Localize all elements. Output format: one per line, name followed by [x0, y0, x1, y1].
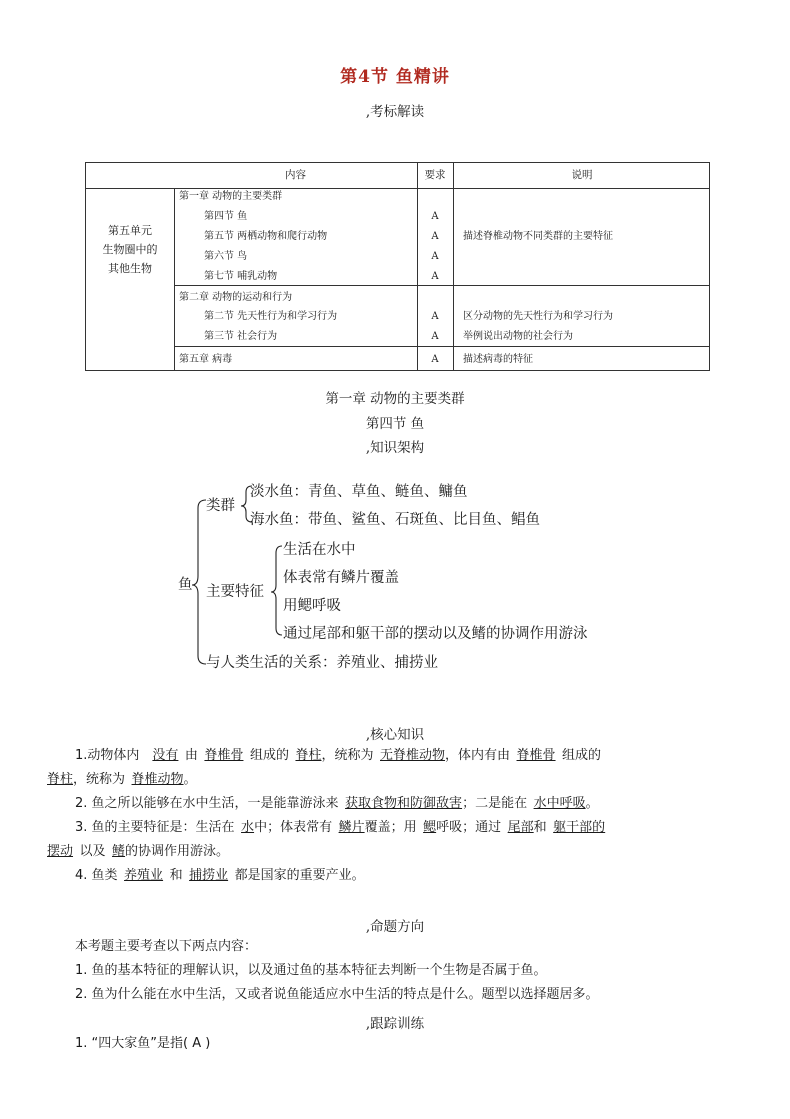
section-heading-zhishi: ,知识架构 — [365, 440, 425, 456]
tree-leaf-seawater: 海水鱼：带鱼、鲨鱼、石斑鱼、比目鱼、鲳鱼 — [250, 512, 540, 528]
answer-blank: 摆动 — [47, 844, 74, 859]
table-row-requirement: A — [431, 271, 439, 282]
tree-root: 鱼 — [178, 577, 193, 593]
table-row-requirement: A — [431, 354, 439, 365]
table-row-requirement: A — [431, 251, 439, 262]
tree-node-relation: 与人类生活的关系：养殖业、捕捞业 — [206, 655, 438, 671]
table-row-requirement: A — [431, 331, 439, 342]
mingti-point-1: 1. 鱼的基本特征的理解认识，以及通过鱼的基本特征去判断一个生物是否属于鱼。 — [75, 963, 547, 978]
answer-blank: 鳍 — [112, 844, 126, 859]
table-row-description: 区分动物的先天性行为和学习行为 — [463, 311, 613, 322]
tree-node-leiqun: 类群 — [206, 498, 235, 514]
section-heading-kaobiao: ,考标解读 — [365, 104, 425, 120]
answer-blank: 捕捞业 — [189, 868, 229, 883]
text: 的协调作用游泳。 — [125, 844, 230, 859]
text: 。 — [585, 796, 599, 811]
tree-leaf-feature: 用鳃呼吸 — [283, 598, 341, 614]
answer-blank: 脊柱 — [295, 748, 322, 763]
text: 4. 鱼类 — [75, 868, 118, 883]
root-brace — [192, 500, 206, 664]
table-row-description: 描述病毒的特征 — [463, 354, 533, 365]
answer-blank: 无脊椎动物 — [380, 748, 446, 763]
table-row-requirement: A — [431, 211, 439, 222]
table-row-content: 第二章 动物的运动和行为 — [179, 292, 293, 303]
text: 覆盖；用 — [364, 820, 417, 835]
answer-blank: 脊柱 — [47, 772, 74, 787]
text: ；二是能在 — [462, 796, 528, 811]
table-row-content: 第七节 哺乳动物 — [204, 271, 278, 282]
table-row-description: 举例说出动物的社会行为 — [463, 331, 573, 342]
table-row-requirement: A — [431, 231, 439, 242]
text: ，体内有由 — [445, 748, 511, 763]
tree-leaf-freshwater: 淡水鱼：青鱼、草鱼、鲢鱼、鳙鱼 — [250, 484, 468, 500]
answer-blank: 水中呼吸 — [533, 796, 586, 811]
unit-line: 其他生物 — [108, 262, 152, 275]
core-paragraph-3 — [75, 816, 765, 840]
text: 1.动物体内 — [75, 748, 140, 763]
table-row-content: 第六节 鸟 — [204, 251, 248, 262]
core-paragraph-1-cont — [47, 768, 737, 792]
unit-line: 第五单元 — [108, 224, 152, 237]
table-row-content: 第四节 鱼 — [204, 211, 248, 222]
text: 3. 鱼的主要特征是：生活在 — [75, 820, 235, 835]
text: 呼吸；通过 — [436, 820, 502, 835]
table-header-content: 内容 — [285, 169, 306, 181]
text: 和 — [533, 820, 547, 835]
table-row-content: 第三节 社会行为 — [204, 331, 278, 342]
table-row-requirement: A — [431, 311, 439, 322]
chapter-title: 第一章 动物的主要类群 — [325, 391, 465, 407]
answer-blank: 没有 — [152, 748, 179, 763]
core-paragraph-1 — [75, 744, 765, 768]
text: 2. 鱼之所以能够在水中生活，一是能靠游泳来 — [75, 796, 339, 811]
unit-line: 生物圈中的 — [102, 243, 158, 256]
section-heading-genzong: ,跟踪训练 — [365, 1016, 425, 1032]
tree-leaf-feature: 通过尾部和躯干部的摆动以及鳍的协调作用游泳 — [283, 626, 588, 642]
core-paragraph-3-cont — [47, 840, 737, 864]
table-header-requirement: 要求 — [424, 169, 446, 181]
answer-blank: 脊椎骨 — [516, 748, 556, 763]
section-heading-mingti: ,命题方向 — [365, 919, 425, 935]
answer-blank: 脊椎骨 — [204, 748, 244, 763]
mingti-point-2: 2. 鱼为什么能在水中生活，又或者说鱼能适应水中生活的特点是什么。题型以选择题居多。 — [75, 987, 599, 1002]
answer-blank: 鳃 — [423, 820, 437, 835]
table-row-description: 描述脊椎动物不同类群的主要特征 — [463, 231, 613, 242]
answer-blank: 躯干部的 — [553, 820, 606, 835]
text: ，统称为 — [73, 772, 126, 787]
table-row-content: 第五节 两栖动物和爬行动物 — [204, 231, 328, 242]
core-paragraph-2 — [75, 792, 765, 816]
table-row-content: 第二节 先天性行为和学习行为 — [204, 311, 338, 322]
lesson-title: 第四节 鱼 — [365, 416, 425, 432]
answer-blank: 尾部 — [507, 820, 534, 835]
text: 以及 — [79, 844, 106, 859]
table-row-content: 第五章 病毒 — [179, 354, 233, 365]
text: 组成的 — [249, 748, 289, 763]
tree-leaf-feature: 体表常有鳞片覆盖 — [283, 570, 399, 586]
text: ，统称为 — [321, 748, 374, 763]
answer-blank: 获取食物和防御敌害 — [345, 796, 463, 811]
table-header-description: 说明 — [571, 169, 593, 181]
answer-blank: 鳞片 — [338, 820, 365, 835]
question-1: 1. “四大家鱼”是指( A ) — [75, 1036, 211, 1051]
table-row-content: 第一章 动物的主要类群 — [179, 191, 283, 202]
features-brace — [271, 546, 282, 635]
answer-blank: 水 — [241, 820, 255, 835]
mingti-intro: 本考题主要考查以下两点内容： — [75, 939, 258, 954]
core-paragraph-4 — [75, 864, 765, 888]
tree-leaf-feature: 生活在水中 — [283, 542, 356, 558]
page-title: 第4节 鱼精讲 — [340, 67, 450, 87]
text: 和 — [169, 868, 183, 883]
tree-node-features: 主要特征 — [206, 584, 264, 600]
answer-blank: 养殖业 — [124, 868, 164, 883]
answer-blank: 脊椎动物 — [131, 772, 184, 787]
text: 由 — [184, 748, 198, 763]
text: 组成的 — [562, 748, 602, 763]
section-heading-hexin: ,核心知识 — [365, 727, 425, 743]
text: 中；体表常有 — [254, 820, 333, 835]
text: 都是国家的重要产业。 — [234, 868, 365, 883]
text: 。 — [183, 772, 197, 787]
